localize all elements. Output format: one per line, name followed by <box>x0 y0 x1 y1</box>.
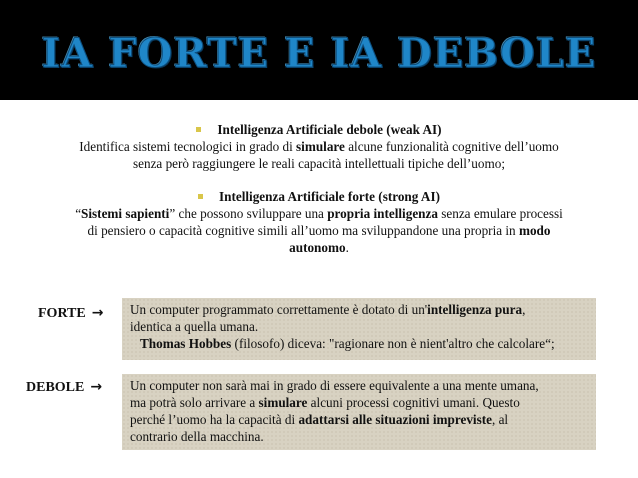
bold-text: modo <box>518 223 551 238</box>
text: alcune funzionalità cognitive dell’uomo <box>344 139 559 154</box>
text: alcuni processi cognitivi umani. Questo <box>307 395 520 410</box>
text: di pensiero o capacità cognitive simili all’uomo ma sviluppandone una propria in <box>87 223 519 238</box>
slide-title: IA FORTE E IA DEBOLE <box>41 30 597 77</box>
text: Un computer programmato correttamente è dotato di un' <box>130 302 428 317</box>
bold-text: adattarsi alle situazioni impreviste <box>298 412 492 427</box>
weak-ai-line-1 <box>0 138 638 155</box>
bold-text: simulare <box>296 139 345 154</box>
debole-line-3 <box>130 411 588 428</box>
strong-ai-line-2 <box>0 222 638 239</box>
forte-line-3 <box>130 335 588 352</box>
forte-label <box>38 305 103 322</box>
bold-text: autonomo <box>289 240 346 255</box>
forte-box <box>122 298 596 360</box>
text: , al <box>491 412 509 427</box>
bullet-icon <box>196 127 201 132</box>
debole-label <box>26 379 102 396</box>
text: “ <box>75 206 82 221</box>
bold-text: Thomas Hobbes <box>140 336 232 351</box>
arrow-right-icon: → <box>90 379 103 395</box>
arrow-right-icon: → <box>91 305 104 321</box>
strong-ai-heading <box>0 188 638 205</box>
weak-ai-heading-text: Intelligenza Artificiale debole (weak AI) <box>217 122 442 137</box>
strong-ai-heading-text: Intelligenza Artificiale forte (strong AI) <box>219 189 440 204</box>
debole-line-1: Un computer non sarà mai in grado di essere equivalente a una mente umana, <box>130 378 539 393</box>
weak-ai-section <box>0 121 638 172</box>
weak-ai-line-2: senza però raggiungere le reali capacità intellettuali tipiche dell’uomo; <box>132 156 505 171</box>
forte-label-text: FORTE <box>38 306 86 321</box>
strong-ai-line-3 <box>0 239 638 256</box>
forte-line-1 <box>130 301 588 318</box>
bullet-icon <box>198 194 203 199</box>
debole-label-text: DEBOLE <box>26 380 85 395</box>
forte-line-2: identica a quella umana. <box>130 319 259 334</box>
text: Identifica sistemi tecnologici in grado di <box>79 139 297 154</box>
bold-text: Sistemi sapienti <box>81 206 170 221</box>
strong-ai-line-1 <box>0 205 638 222</box>
debole-line-4: contrario della macchina. <box>130 429 264 444</box>
debole-line-2 <box>130 394 588 411</box>
debole-box <box>122 374 596 450</box>
bold-text: simulare <box>258 395 308 410</box>
text: senza emulare processi <box>437 206 563 221</box>
weak-ai-heading <box>0 121 638 138</box>
text: ” <box>169 206 176 221</box>
title-banner <box>0 0 638 100</box>
text: (filosofo) diceva: "ragionare non è nient'altro che calcolare“; <box>231 336 555 351</box>
text: perché l’uomo ha la capacità di <box>130 412 299 427</box>
strong-ai-section <box>0 188 638 256</box>
bold-text: propria intelligenza <box>327 206 438 221</box>
text: che possono sviluppare una <box>175 206 328 221</box>
text: , <box>522 302 526 317</box>
bold-text: intelligenza pura <box>427 302 523 317</box>
text: . <box>345 240 349 255</box>
text: ma potrà solo arrivare a <box>130 395 259 410</box>
